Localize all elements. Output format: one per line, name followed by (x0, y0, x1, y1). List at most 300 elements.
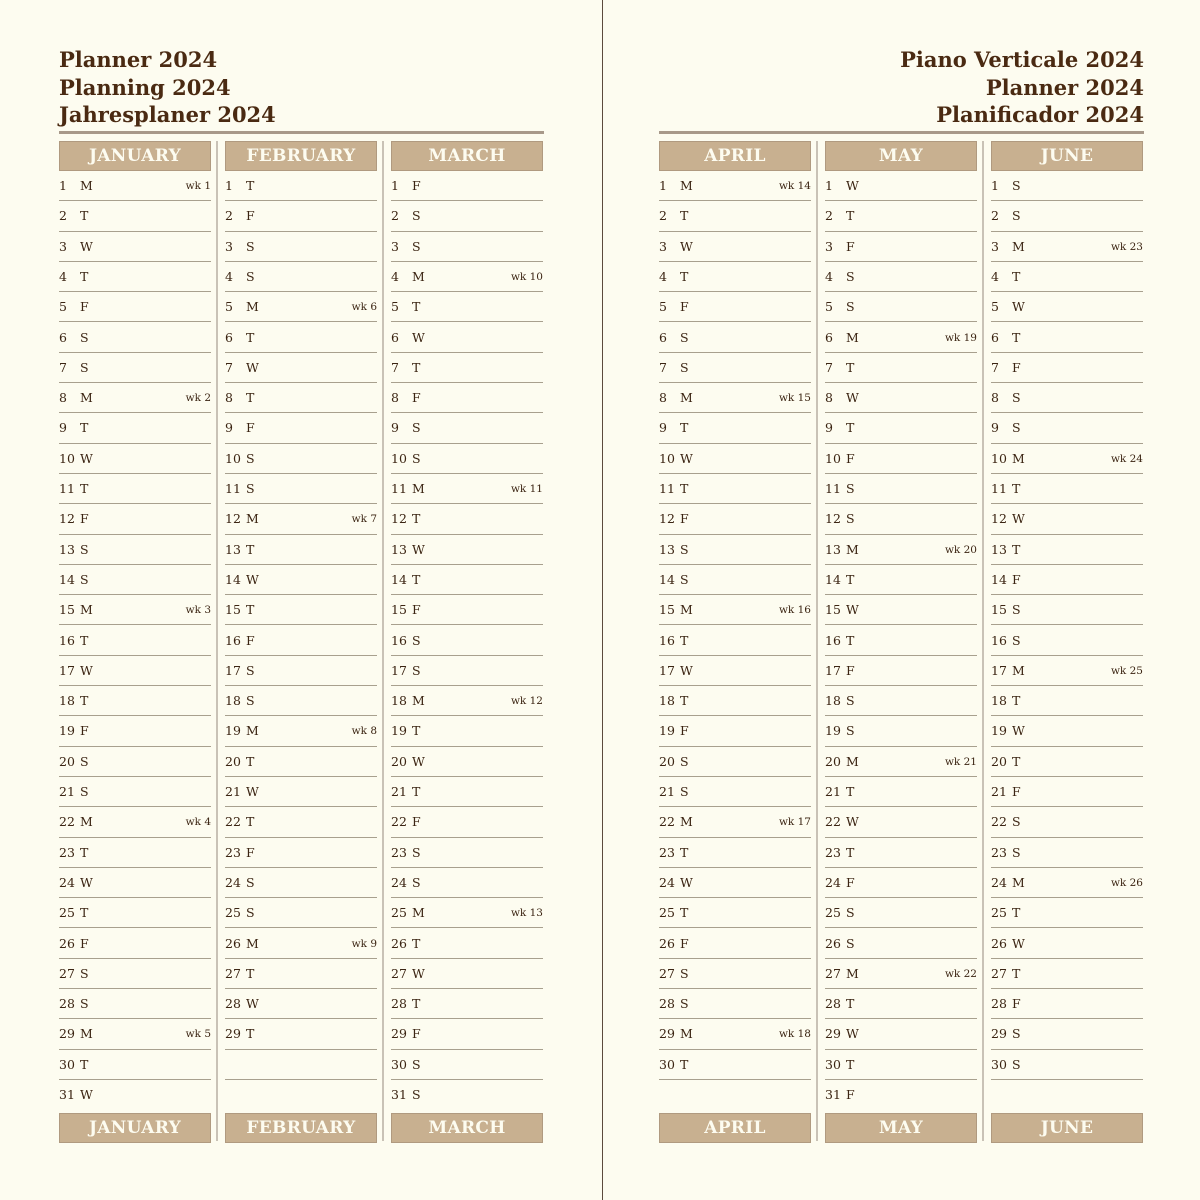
day-number: 15 (391, 602, 407, 618)
day-row[interactable] (59, 989, 211, 1019)
day-row[interactable] (825, 323, 977, 353)
day-number: 13 (59, 541, 75, 557)
day-number: 3 (659, 238, 667, 254)
day-row[interactable] (225, 686, 377, 716)
day-row[interactable] (825, 989, 977, 1019)
day-row[interactable] (991, 413, 1143, 443)
weekday-letter: T (1012, 905, 1021, 921)
day-row[interactable] (391, 262, 543, 292)
weekday-letter: M (680, 602, 693, 618)
day-row[interactable] (225, 595, 377, 625)
day-row[interactable] (825, 565, 977, 595)
day-number: 13 (225, 541, 241, 557)
day-row[interactable] (391, 838, 543, 868)
day-row[interactable] (59, 565, 211, 595)
day-row[interactable] (59, 444, 211, 474)
day-row[interactable] (391, 595, 543, 625)
day-row[interactable] (59, 323, 211, 353)
day-row[interactable] (825, 777, 977, 807)
week-number: wk 12 (510, 695, 543, 708)
day-number: 15 (59, 602, 75, 618)
day-row[interactable] (991, 989, 1143, 1019)
day-row[interactable] (991, 686, 1143, 716)
day-row[interactable] (991, 171, 1143, 201)
day-row[interactable] (391, 747, 543, 777)
day-number: 15 (991, 602, 1007, 618)
day-row[interactable] (825, 504, 977, 534)
day-row[interactable] (659, 929, 811, 959)
day-row[interactable] (391, 898, 543, 928)
day-number: 5 (225, 299, 233, 315)
day-row[interactable] (825, 716, 977, 746)
day-number: 21 (225, 784, 241, 799)
day-row[interactable] (991, 929, 1143, 959)
week-number: wk 10 (510, 270, 543, 283)
day-row[interactable] (391, 1050, 543, 1080)
weekday-letter: W (412, 753, 425, 769)
day-row[interactable] (659, 989, 811, 1019)
weekday-letter: F (680, 723, 689, 739)
day-row[interactable] (659, 413, 811, 443)
day-row[interactable] (825, 474, 977, 504)
day-row[interactable] (825, 656, 977, 686)
day-number: 27 (659, 965, 675, 981)
day-row[interactable] (59, 1050, 211, 1080)
day-row[interactable] (59, 656, 211, 686)
day-row[interactable] (59, 353, 211, 383)
day-number: 3 (991, 238, 999, 254)
day-row[interactable] (825, 171, 977, 201)
day-row[interactable] (991, 201, 1143, 231)
weekday-letter: M (680, 1026, 693, 1042)
day-row[interactable] (659, 565, 811, 595)
day-row[interactable] (659, 716, 811, 746)
weekday-letter: T (846, 996, 855, 1012)
month-column-june (991, 141, 1143, 1138)
day-row[interactable] (391, 535, 543, 565)
day-row[interactable] (825, 898, 977, 928)
day-row[interactable] (991, 959, 1143, 989)
day-row[interactable] (391, 171, 543, 201)
day-row[interactable] (991, 747, 1143, 777)
day-row[interactable] (225, 747, 377, 777)
day-number: 20 (225, 753, 241, 769)
day-row[interactable] (991, 868, 1143, 898)
day-row[interactable] (225, 323, 377, 353)
day-row[interactable] (659, 171, 811, 201)
day-row[interactable] (391, 201, 543, 231)
day-row[interactable] (225, 383, 377, 413)
day-row[interactable] (225, 929, 377, 959)
day-row[interactable] (59, 898, 211, 928)
day-row[interactable] (59, 383, 211, 413)
day-row[interactable] (225, 262, 377, 292)
day-row[interactable] (59, 595, 211, 625)
day-number: 24 (991, 874, 1007, 890)
day-row[interactable] (391, 777, 543, 807)
day-row[interactable] (991, 474, 1143, 504)
day-row[interactable] (391, 1019, 543, 1049)
day-row[interactable] (225, 201, 377, 231)
weekday-letter: T (846, 1056, 855, 1072)
day-row[interactable] (59, 474, 211, 504)
day-row[interactable] (391, 474, 543, 504)
weekday-letter: T (80, 693, 89, 709)
title-line: Planner 2024 (985, 74, 1144, 100)
day-number: 8 (59, 390, 67, 406)
day-row[interactable] (59, 1080, 211, 1110)
day-row[interactable] (659, 626, 811, 656)
day-number: 8 (991, 390, 999, 406)
day-row[interactable] (391, 716, 543, 746)
day-row[interactable] (59, 807, 211, 837)
day-number: 17 (225, 662, 241, 678)
weekday-letter: M (846, 541, 859, 557)
day-row[interactable] (659, 232, 811, 262)
weekday-letter: M (80, 178, 93, 193)
day-row[interactable] (225, 777, 377, 807)
weekday-letter: W (680, 874, 693, 890)
day-row[interactable] (991, 838, 1143, 868)
day-number: 22 (59, 814, 75, 830)
day-row[interactable] (225, 807, 377, 837)
day-number: 10 (991, 450, 1007, 466)
day-row[interactable] (59, 413, 211, 443)
day-row[interactable] (391, 383, 543, 413)
day-row[interactable] (659, 686, 811, 716)
day-row[interactable] (825, 807, 977, 837)
day-number: 17 (59, 662, 75, 678)
day-number: 17 (659, 662, 675, 678)
day-row[interactable] (991, 1019, 1143, 1049)
day-number: 5 (391, 299, 399, 315)
day-number: 4 (391, 268, 399, 284)
weekday-letter: S (412, 844, 421, 860)
day-row[interactable] (391, 626, 543, 656)
day-row[interactable] (391, 1080, 543, 1110)
day-row[interactable] (659, 1080, 811, 1110)
day-row[interactable] (991, 898, 1143, 928)
day-row[interactable] (391, 929, 543, 959)
day-row[interactable] (659, 747, 811, 777)
weekday-letter: W (246, 996, 259, 1012)
day-row[interactable] (991, 353, 1143, 383)
title-line: Piano Verticale 2024 (900, 47, 1144, 72)
day-row[interactable] (659, 323, 811, 353)
week-number: wk 14 (778, 180, 811, 192)
day-number: 14 (659, 571, 675, 587)
day-number: 16 (659, 632, 675, 648)
day-row[interactable] (659, 838, 811, 868)
day-row[interactable] (659, 1050, 811, 1080)
day-row[interactable] (225, 989, 377, 1019)
day-row[interactable] (991, 807, 1143, 837)
week-number: wk 13 (510, 907, 543, 920)
day-row[interactable] (825, 262, 977, 292)
day-row[interactable] (825, 413, 977, 443)
day-row[interactable] (59, 626, 211, 656)
day-row[interactable] (659, 959, 811, 989)
day-number: 26 (825, 935, 841, 951)
day-number: 11 (659, 481, 675, 496)
day-row[interactable] (225, 838, 377, 868)
day-row[interactable] (391, 323, 543, 353)
weekday-letter: M (80, 1026, 93, 1042)
week-number: wk 2 (185, 392, 211, 405)
day-number: 11 (391, 481, 407, 496)
day-row[interactable] (659, 201, 811, 231)
day-row[interactable] (825, 686, 977, 716)
day-row[interactable] (391, 959, 543, 989)
weekday-letter: F (680, 299, 689, 315)
day-number: 15 (825, 602, 841, 618)
weekday-letter: S (412, 420, 421, 436)
day-row[interactable] (225, 444, 377, 474)
day-row[interactable] (659, 807, 811, 837)
week-number: wk 24 (1110, 452, 1143, 465)
day-row[interactable] (659, 777, 811, 807)
day-row[interactable] (825, 444, 977, 474)
day-row[interactable] (991, 535, 1143, 565)
day-row[interactable] (59, 171, 211, 201)
day-row[interactable] (659, 474, 811, 504)
day-row[interactable] (991, 292, 1143, 322)
day-row[interactable] (391, 656, 543, 686)
day-row[interactable] (391, 504, 543, 534)
day-row[interactable] (225, 716, 377, 746)
day-row[interactable] (825, 201, 977, 231)
weekday-letter: W (680, 662, 693, 678)
weekday-letter: T (846, 784, 855, 799)
day-number: 5 (991, 299, 999, 315)
day-row[interactable] (991, 777, 1143, 807)
day-row[interactable] (391, 868, 543, 898)
weekday-letter: S (412, 1056, 421, 1072)
day-row[interactable] (225, 171, 377, 201)
weekday-letter: F (846, 450, 855, 466)
weekday-letter: F (412, 602, 421, 618)
day-row[interactable] (825, 595, 977, 625)
day-row[interactable] (825, 747, 977, 777)
day-number: 25 (225, 905, 241, 921)
day-row[interactable] (225, 1050, 377, 1080)
day-row[interactable] (825, 838, 977, 868)
weekday-letter: S (1012, 632, 1021, 648)
weekday-letter: T (246, 753, 255, 769)
day-row[interactable] (391, 444, 543, 474)
month-header: FEBRUARY (225, 141, 377, 171)
day-row[interactable] (59, 292, 211, 322)
day-number: 30 (659, 1056, 675, 1072)
day-row[interactable] (59, 929, 211, 959)
weekday-letter: T (846, 359, 855, 375)
day-row[interactable] (225, 504, 377, 534)
weekday-letter: M (80, 390, 93, 406)
day-row[interactable] (59, 1019, 211, 1049)
weekday-letter: W (846, 814, 859, 830)
day-number: 7 (991, 359, 999, 375)
day-row[interactable] (391, 565, 543, 595)
weekday-letter: M (680, 390, 693, 406)
day-row[interactable] (225, 413, 377, 443)
day-row[interactable] (825, 929, 977, 959)
day-row[interactable] (825, 1080, 977, 1110)
day-number: 24 (391, 874, 407, 890)
day-row[interactable] (225, 898, 377, 928)
day-number: 22 (225, 814, 241, 830)
day-number: 12 (659, 511, 675, 527)
day-row[interactable] (825, 535, 977, 565)
day-row[interactable] (225, 565, 377, 595)
weekday-letter: S (846, 693, 855, 709)
month-column-april (659, 141, 811, 1138)
weekday-letter: S (846, 481, 855, 496)
day-row[interactable] (659, 383, 811, 413)
day-row[interactable] (59, 201, 211, 231)
day-number: 2 (225, 208, 233, 224)
day-number: 19 (825, 723, 841, 739)
day-row[interactable] (825, 1019, 977, 1049)
day-row[interactable] (659, 868, 811, 898)
weekday-letter: M (680, 178, 693, 193)
weekday-letter: W (680, 450, 693, 466)
day-row[interactable] (59, 262, 211, 292)
weekday-letter: S (80, 571, 89, 587)
day-row[interactable] (59, 716, 211, 746)
day-row[interactable] (991, 504, 1143, 534)
day-number: 7 (59, 359, 67, 375)
day-row[interactable] (59, 686, 211, 716)
day-row[interactable] (59, 232, 211, 262)
day-row[interactable] (991, 595, 1143, 625)
weekday-letter: T (680, 632, 689, 648)
day-number: 29 (991, 1026, 1007, 1042)
weekday-letter: S (1012, 390, 1021, 406)
day-row[interactable] (659, 1019, 811, 1049)
day-row[interactable] (225, 959, 377, 989)
day-row[interactable] (391, 989, 543, 1019)
day-row[interactable] (391, 232, 543, 262)
day-row[interactable] (825, 868, 977, 898)
day-row[interactable] (391, 413, 543, 443)
day-row[interactable] (991, 262, 1143, 292)
day-number: 19 (59, 723, 75, 739)
day-row[interactable] (225, 232, 377, 262)
day-row[interactable] (225, 656, 377, 686)
day-row[interactable] (991, 383, 1143, 413)
weekday-letter: F (846, 1087, 855, 1102)
day-row[interactable] (659, 292, 811, 322)
weekday-letter: M (1012, 874, 1025, 890)
day-row[interactable] (225, 868, 377, 898)
day-number: 21 (991, 784, 1007, 799)
day-row[interactable] (659, 535, 811, 565)
day-number: 1 (825, 178, 833, 193)
day-row[interactable] (225, 474, 377, 504)
day-number: 3 (225, 238, 233, 254)
day-number: 30 (825, 1056, 841, 1072)
day-number: 27 (59, 965, 75, 981)
day-number: 1 (59, 178, 67, 193)
day-number: 26 (659, 935, 675, 951)
weekday-letter: M (246, 299, 259, 315)
day-row[interactable] (225, 1080, 377, 1110)
day-row[interactable] (59, 868, 211, 898)
day-number: 1 (391, 178, 399, 193)
day-row[interactable] (659, 595, 811, 625)
day-number: 9 (225, 420, 233, 436)
day-row[interactable] (991, 716, 1143, 746)
day-row[interactable] (59, 777, 211, 807)
day-row[interactable] (659, 656, 811, 686)
day-row[interactable] (59, 838, 211, 868)
day-row[interactable] (991, 323, 1143, 353)
day-row[interactable] (391, 686, 543, 716)
weekday-letter: M (1012, 450, 1025, 466)
weekday-letter: F (1012, 359, 1021, 375)
day-row[interactable] (391, 353, 543, 383)
day-row[interactable] (825, 292, 977, 322)
day-row[interactable] (659, 353, 811, 383)
day-row[interactable] (825, 353, 977, 383)
day-number: 6 (659, 329, 667, 345)
day-row[interactable] (659, 444, 811, 474)
weekday-letter: M (846, 965, 859, 981)
day-row[interactable] (225, 626, 377, 656)
weekday-letter: S (1012, 178, 1021, 193)
day-row[interactable] (825, 383, 977, 413)
weekday-letter: T (1012, 481, 1021, 496)
weekday-letter: W (412, 329, 425, 345)
day-row[interactable] (225, 292, 377, 322)
day-row[interactable] (59, 747, 211, 777)
day-row[interactable] (825, 1050, 977, 1080)
day-row[interactable] (391, 807, 543, 837)
day-row[interactable] (825, 626, 977, 656)
day-row[interactable] (659, 262, 811, 292)
weekday-letter: F (246, 420, 255, 436)
title-line: Planning 2024 (59, 74, 231, 100)
day-row[interactable] (391, 292, 543, 322)
week-number: wk 16 (778, 604, 811, 617)
weekday-letter: T (680, 208, 689, 224)
day-row[interactable] (991, 232, 1143, 262)
day-row[interactable] (659, 898, 811, 928)
day-number: 9 (59, 420, 67, 436)
day-row[interactable] (59, 959, 211, 989)
day-number: 21 (391, 784, 407, 799)
weekday-letter: W (1012, 935, 1025, 951)
day-row[interactable] (991, 626, 1143, 656)
day-row[interactable] (991, 1050, 1143, 1080)
day-row[interactable] (225, 535, 377, 565)
day-row[interactable] (225, 1019, 377, 1049)
day-number: 16 (59, 632, 75, 648)
day-row[interactable] (991, 656, 1143, 686)
day-row[interactable] (991, 1080, 1143, 1110)
day-row[interactable] (825, 232, 977, 262)
weekday-letter: S (246, 238, 255, 254)
day-row[interactable] (659, 504, 811, 534)
weekday-letter: T (80, 208, 89, 224)
day-row[interactable] (225, 353, 377, 383)
day-row[interactable] (59, 535, 211, 565)
day-row[interactable] (825, 959, 977, 989)
weekday-letter: T (846, 420, 855, 436)
day-row[interactable] (59, 504, 211, 534)
day-row[interactable] (991, 565, 1143, 595)
day-row[interactable] (991, 444, 1143, 474)
